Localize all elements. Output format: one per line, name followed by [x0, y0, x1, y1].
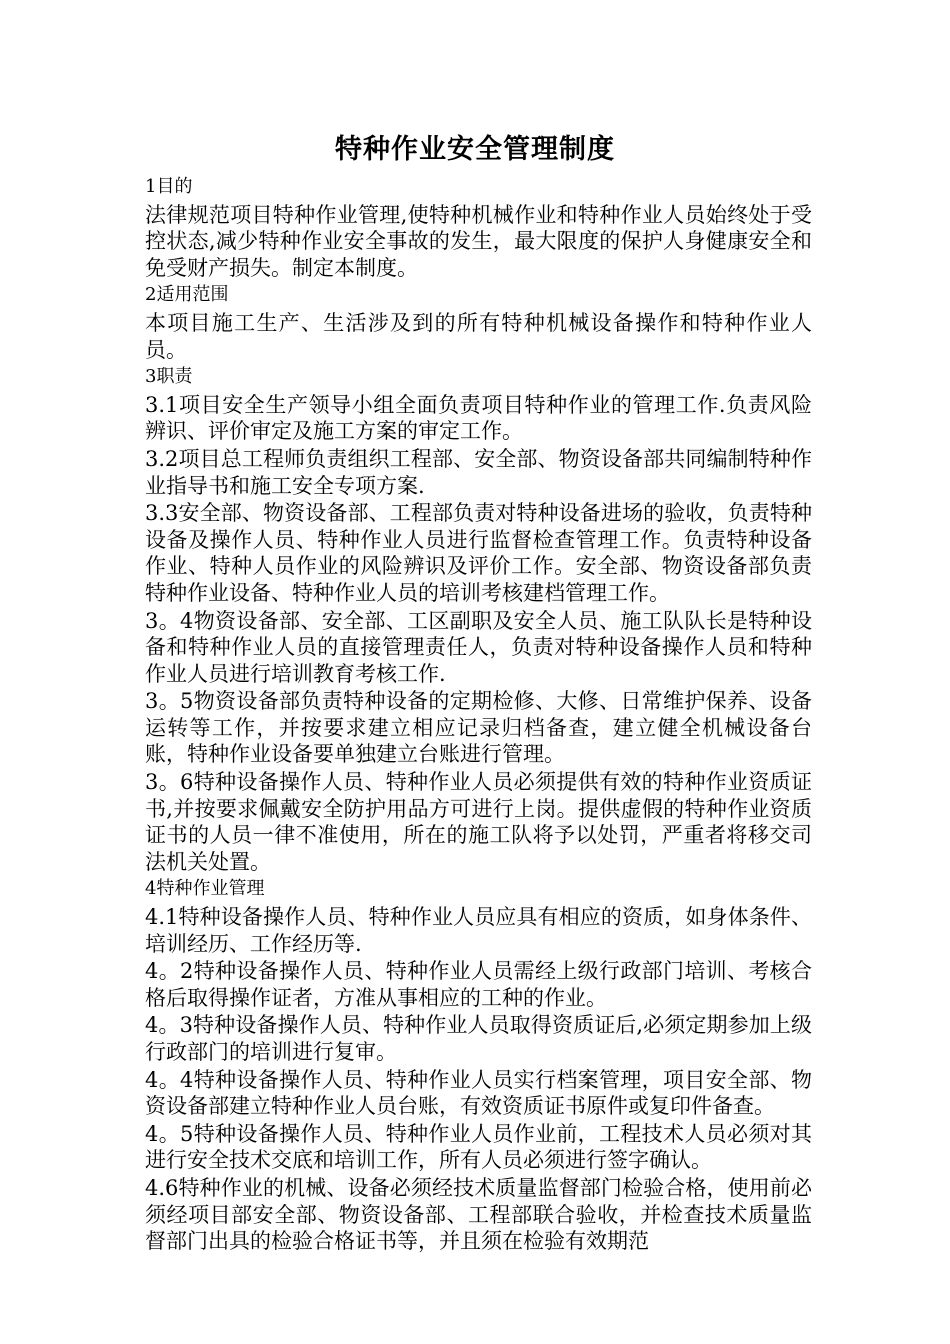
paragraph: 4。3特种设备操作人员、特种作业人员取得资质证后,必须定期参加上级行政部门的培训进行复审。 — [145, 1013, 812, 1064]
paragraph: 4。2特种设备操作人员、特种作业人员需经上级行政部门培训、考核合格后取得操作证者，方准从事相应的工种的作业。 — [145, 959, 812, 1010]
paragraph: 3.2项目总工程师负责组织工程部、安全部、物资设备部共同编制特种作业指导书和施工安全专项方案. — [145, 446, 812, 498]
paragraph: 4.6特种作业的机械、设备必须经技术质量监督部门检验合格，使用前必须经项目部安全部、物资设备部、工程部联合验收，并检查技术质量监督部门出具的检验合格证书等，并且须在检验有效期范 — [145, 1175, 812, 1254]
document-title: 特种作业安全管理制度 — [335, 134, 615, 165]
section-heading: 2适用范围 — [145, 284, 229, 306]
paragraph: 4.1特种设备操作人员、特种作业人员应具有相应的资质，如身体条件、培训经历、工作经历等. — [145, 905, 812, 956]
section-heading: 1目的 — [145, 176, 193, 197]
paragraph: 4。5特种设备操作人员、特种作业人员作业前，工程技术人员必须对其进行安全技术交底和培训工作，所有人员必须进行签字确认。 — [145, 1121, 812, 1173]
paragraph: 法律规范项目特种作业管理,使特种机械作业和特种作业人员始终处于受控状态,减少特种作业安全事故的发生，最大限度的保护人身健康安全和免受财产损失。制定本制度。 — [145, 202, 812, 280]
paragraph: 3.3安全部、物资设备部、工程部负责对特种设备进场的验收，负责特种设备及操作人员、特种作业人员进行监督检查管理工作。负责特种设备作业、特种人员作业的风险辨识及评价工作。安全部、物资设备部负责特种作业设备、特种作业人员的培训考核建档管理工作。 — [145, 501, 812, 605]
paragraph: 4。4特种设备操作人员、特种作业人员实行档案管理，项目安全部、物资设备部建立特种作业人员台账，有效资质证书原件或复印件备查。 — [145, 1067, 812, 1119]
paragraph: 3。4物资设备部、安全部、工区副职及安全人员、施工队队长是特种设备和特种作业人员的直接管理责任人，负责对特种设备操作人员和特种作业人员进行培训教育考核工作. — [145, 608, 812, 686]
section-heading: 3职责 — [145, 366, 193, 388]
paragraph: 3。6特种设备操作人员、特种作业人员必须提供有效的特种作业资质证书,并按要求佩戴安全防护用品方可进行上岗。提供虚假的特种作业资质证书的人员一律不准使用，所在的施工队将予以处罚，严重者将移交司法机关处置。 — [145, 770, 812, 874]
paragraph: 3.1项目安全生产领导小组全面负责项目特种作业的管理工作.负责风险辨识、评价审定及施工方案的审定工作。 — [145, 392, 812, 444]
paragraph: 3。5物资设备部负责特种设备的定期检修、大修、日常维护保养、设备运转等工作，并按要求建立相应记录归档备查，建立健全机械设备台账，特种作业设备要单独建立台账进行管理。 — [145, 689, 812, 767]
section-heading: 4特种作业管理 — [145, 878, 265, 900]
document-body — [145, 174, 812, 1256]
paragraph: 本项目施工生产、生活涉及到的所有特种机械设备操作和特种作业人员。 — [145, 310, 812, 362]
